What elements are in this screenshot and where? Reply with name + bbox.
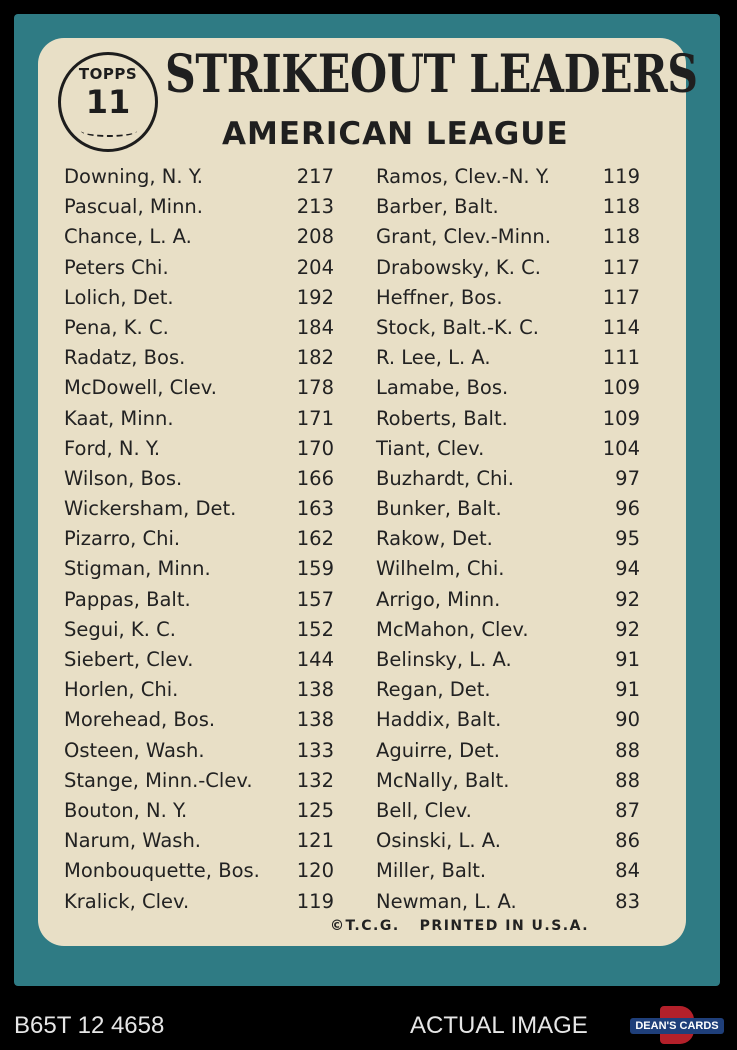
- leader-row: [376, 283, 640, 313]
- leader-row: [376, 313, 640, 343]
- leader-row: [64, 464, 334, 494]
- leader-row: [376, 222, 640, 252]
- pitcher-name: Tiant, Clev.: [376, 436, 485, 460]
- copyright-text: ©T.C.G.: [330, 918, 400, 934]
- strikeout-count: 118: [602, 225, 640, 249]
- leader-row: [64, 887, 334, 917]
- pitcher-name: Roberts, Balt.: [376, 406, 508, 430]
- pitcher-name: Siebert, Clev.: [64, 648, 194, 671]
- strikeout-count: 213: [296, 195, 334, 219]
- leader-row: [64, 404, 334, 434]
- leader-row: [64, 222, 334, 252]
- strikeout-count: 184: [296, 315, 334, 339]
- strikeout-count: 114: [602, 315, 640, 339]
- card-title: STRIKEOUT LEADERS: [165, 44, 698, 105]
- strikeout-count: 162: [296, 527, 334, 551]
- leader-row: [376, 464, 640, 494]
- pitcher-name: Pascual, Minn.: [64, 195, 203, 219]
- strikeout-count: 125: [296, 798, 334, 822]
- pitcher-name: Chance, L. A.: [64, 225, 192, 249]
- strikeout-count: 109: [602, 376, 640, 400]
- pitcher-name: Barber, Balt.: [376, 195, 499, 219]
- leader-row: [64, 313, 334, 343]
- pitcher-name: Lolich, Det.: [64, 285, 174, 309]
- pitcher-name: Osinski, L. A.: [376, 829, 502, 853]
- leader-row: [64, 856, 334, 886]
- strikeout-count: 132: [296, 768, 334, 792]
- topps-logo: [58, 52, 158, 152]
- pitcher-name: Stigman, Minn.: [64, 557, 211, 581]
- leader-row: [376, 404, 640, 434]
- strikeout-count: 138: [296, 708, 334, 732]
- pitcher-name: Drabowsky, K. C.: [376, 255, 541, 279]
- dealer-logo-text: DEAN'S CARDS: [630, 1018, 724, 1034]
- strikeout-count: 111: [602, 346, 640, 370]
- pitcher-name: Monbouquette, Bos.: [64, 859, 260, 883]
- leader-row: [64, 494, 334, 524]
- strikeout-count: 166: [296, 466, 334, 490]
- strikeout-count: 217: [296, 165, 334, 188]
- leader-row: [64, 736, 334, 766]
- logo-brand: TOPPS: [78, 65, 138, 83]
- leader-row: [64, 192, 334, 222]
- leader-row: [376, 796, 640, 826]
- strikeout-count: 157: [296, 587, 334, 611]
- pitcher-name: Haddix, Balt.: [376, 708, 502, 732]
- strikeout-count: 119: [296, 889, 334, 913]
- leader-row: [64, 554, 334, 584]
- pitcher-name: Stange, Minn.-Clev.: [64, 768, 253, 792]
- strikeout-count: 118: [602, 195, 640, 219]
- pitcher-name: Miller, Balt.: [376, 859, 487, 883]
- pitcher-name: Bell, Clev.: [376, 798, 472, 822]
- strikeout-count: 97: [615, 466, 640, 490]
- pitcher-name: Downing, N. Y.: [64, 165, 203, 188]
- leader-row: [64, 434, 334, 464]
- pitcher-name: Pappas, Balt.: [64, 587, 191, 611]
- strikeout-count: 83: [615, 889, 640, 913]
- strikeout-count: 86: [615, 829, 640, 853]
- leader-row: [376, 736, 640, 766]
- strikeout-count: 121: [296, 829, 334, 853]
- pitcher-name: Aguirre, Det.: [376, 738, 501, 762]
- pitcher-name: Wilson, Bos.: [64, 466, 183, 490]
- pitcher-name: Pizarro, Chi.: [64, 527, 181, 551]
- strikeout-count: 208: [296, 225, 334, 249]
- pitcher-name: Rakow, Det.: [376, 527, 493, 551]
- strikeout-count: 87: [615, 798, 640, 822]
- pitcher-name: Horlen, Chi.: [64, 678, 179, 702]
- strikeout-count: 144: [296, 648, 334, 671]
- leader-row: [64, 796, 334, 826]
- strikeout-count: 88: [615, 738, 640, 762]
- strikeout-count: 171: [296, 406, 334, 430]
- leader-row: [64, 343, 334, 373]
- leader-row: [376, 856, 640, 886]
- pitcher-name: Bouton, N. Y.: [64, 798, 188, 822]
- pitcher-name: Grant, Clev.-Minn.: [376, 225, 551, 249]
- strikeout-count: 92: [615, 587, 640, 611]
- pitcher-name: Peters Chi.: [64, 255, 169, 279]
- leader-row: [376, 162, 640, 192]
- strikeout-count: 96: [615, 497, 640, 521]
- leader-row: [64, 585, 334, 615]
- leader-row: [376, 373, 640, 403]
- pitcher-name: Morehead, Bos.: [64, 708, 216, 732]
- pitcher-name: Wickersham, Det.: [64, 497, 237, 521]
- printed-text: PRINTED IN U.S.A.: [419, 918, 590, 934]
- card-number: 11: [85, 83, 131, 121]
- card-footer: [330, 918, 589, 934]
- strikeout-count: 92: [615, 617, 640, 641]
- pitcher-name: Pena, K. C.: [64, 315, 169, 339]
- strikeout-count: 204: [296, 255, 334, 279]
- pitcher-name: Ramos, Clev.-N. Y.: [376, 165, 550, 188]
- strikeout-count: 117: [602, 285, 640, 309]
- pitcher-name: McDowell, Clev.: [64, 376, 217, 400]
- strikeout-count: 91: [615, 648, 640, 671]
- strikeout-count: 95: [615, 527, 640, 551]
- deans-cards-logo: [630, 1006, 724, 1044]
- pitcher-name: Buzhardt, Chi.: [376, 466, 514, 490]
- leader-row: [64, 162, 334, 192]
- pitcher-name: McNally, Balt.: [376, 768, 510, 792]
- strikeout-count: 133: [296, 738, 334, 762]
- pitcher-name: Wilhelm, Chi.: [376, 557, 505, 581]
- strikeout-count: 163: [296, 497, 334, 521]
- strikeout-count: 94: [615, 557, 640, 581]
- strikeout-count: 152: [296, 617, 334, 641]
- leader-row: [376, 826, 640, 856]
- left-leaders-list: [64, 162, 334, 917]
- pitcher-name: Bunker, Balt.: [376, 497, 502, 521]
- pitcher-name: Kaat, Minn.: [64, 406, 174, 430]
- pitcher-name: Radatz, Bos.: [64, 346, 186, 370]
- pitcher-name: Lamabe, Bos.: [376, 376, 509, 400]
- leader-row: [64, 615, 334, 645]
- leader-row: [376, 766, 640, 796]
- pitcher-name: Heffner, Bos.: [376, 285, 503, 309]
- strikeout-count: 90: [615, 708, 640, 732]
- strikeout-count: 117: [602, 255, 640, 279]
- inventory-id: B65T 12 4658: [14, 1012, 165, 1039]
- strikeout-count: 120: [296, 859, 334, 883]
- strikeout-count: 91: [615, 678, 640, 702]
- right-leaders-list: [376, 162, 640, 917]
- leader-row: [376, 192, 640, 222]
- pitcher-name: Belinsky, L. A.: [376, 648, 512, 671]
- strikeout-count: 159: [296, 557, 334, 581]
- pitcher-name: Stock, Balt.-K. C.: [376, 315, 539, 339]
- actual-image-label: ACTUAL IMAGE: [410, 1012, 588, 1039]
- leader-row: [376, 585, 640, 615]
- leader-row: [376, 524, 640, 554]
- pitcher-name: Regan, Det.: [376, 678, 491, 702]
- leader-row: [376, 615, 640, 645]
- pitcher-name: R. Lee, L. A.: [376, 346, 491, 370]
- leader-row: [376, 554, 640, 584]
- pitcher-name: Ford, N. Y.: [64, 436, 161, 460]
- pitcher-name: Osteen, Wash.: [64, 738, 205, 762]
- strikeout-count: 104: [602, 436, 640, 460]
- pitcher-name: McMahon, Clev.: [376, 617, 529, 641]
- pitcher-name: Newman, L. A.: [376, 889, 517, 913]
- leader-row: [64, 283, 334, 313]
- strikeout-count: 170: [296, 436, 334, 460]
- leader-row: [64, 524, 334, 554]
- strikeout-count: 138: [296, 678, 334, 702]
- strikeout-count: 192: [296, 285, 334, 309]
- leader-row: [64, 675, 334, 705]
- pitcher-name: Segui, K. C.: [64, 617, 176, 641]
- leader-row: [376, 645, 640, 675]
- card-subtitle: AMERICAN LEAGUE: [222, 116, 569, 152]
- strikeout-count: 84: [615, 859, 640, 883]
- pitcher-name: Arrigo, Minn.: [376, 587, 501, 611]
- leader-row: [376, 675, 640, 705]
- strikeout-count: 178: [296, 376, 334, 400]
- pitcher-name: Kralick, Clev.: [64, 889, 190, 913]
- strikeout-count: 109: [602, 406, 640, 430]
- leader-row: [64, 766, 334, 796]
- leader-row: [64, 826, 334, 856]
- leader-row: [64, 253, 334, 283]
- leader-row: [376, 253, 640, 283]
- leader-row: [64, 373, 334, 403]
- leader-row: [376, 434, 640, 464]
- leader-row: [64, 705, 334, 735]
- baseball-stitch-icon: [81, 125, 137, 137]
- leader-row: [376, 887, 640, 917]
- leader-row: [376, 705, 640, 735]
- pitcher-name: Narum, Wash.: [64, 829, 202, 853]
- leader-row: [376, 494, 640, 524]
- leader-row: [376, 343, 640, 373]
- leader-row: [64, 645, 334, 675]
- strikeout-count: 119: [602, 165, 640, 188]
- strikeout-count: 182: [296, 346, 334, 370]
- strikeout-count: 88: [615, 768, 640, 792]
